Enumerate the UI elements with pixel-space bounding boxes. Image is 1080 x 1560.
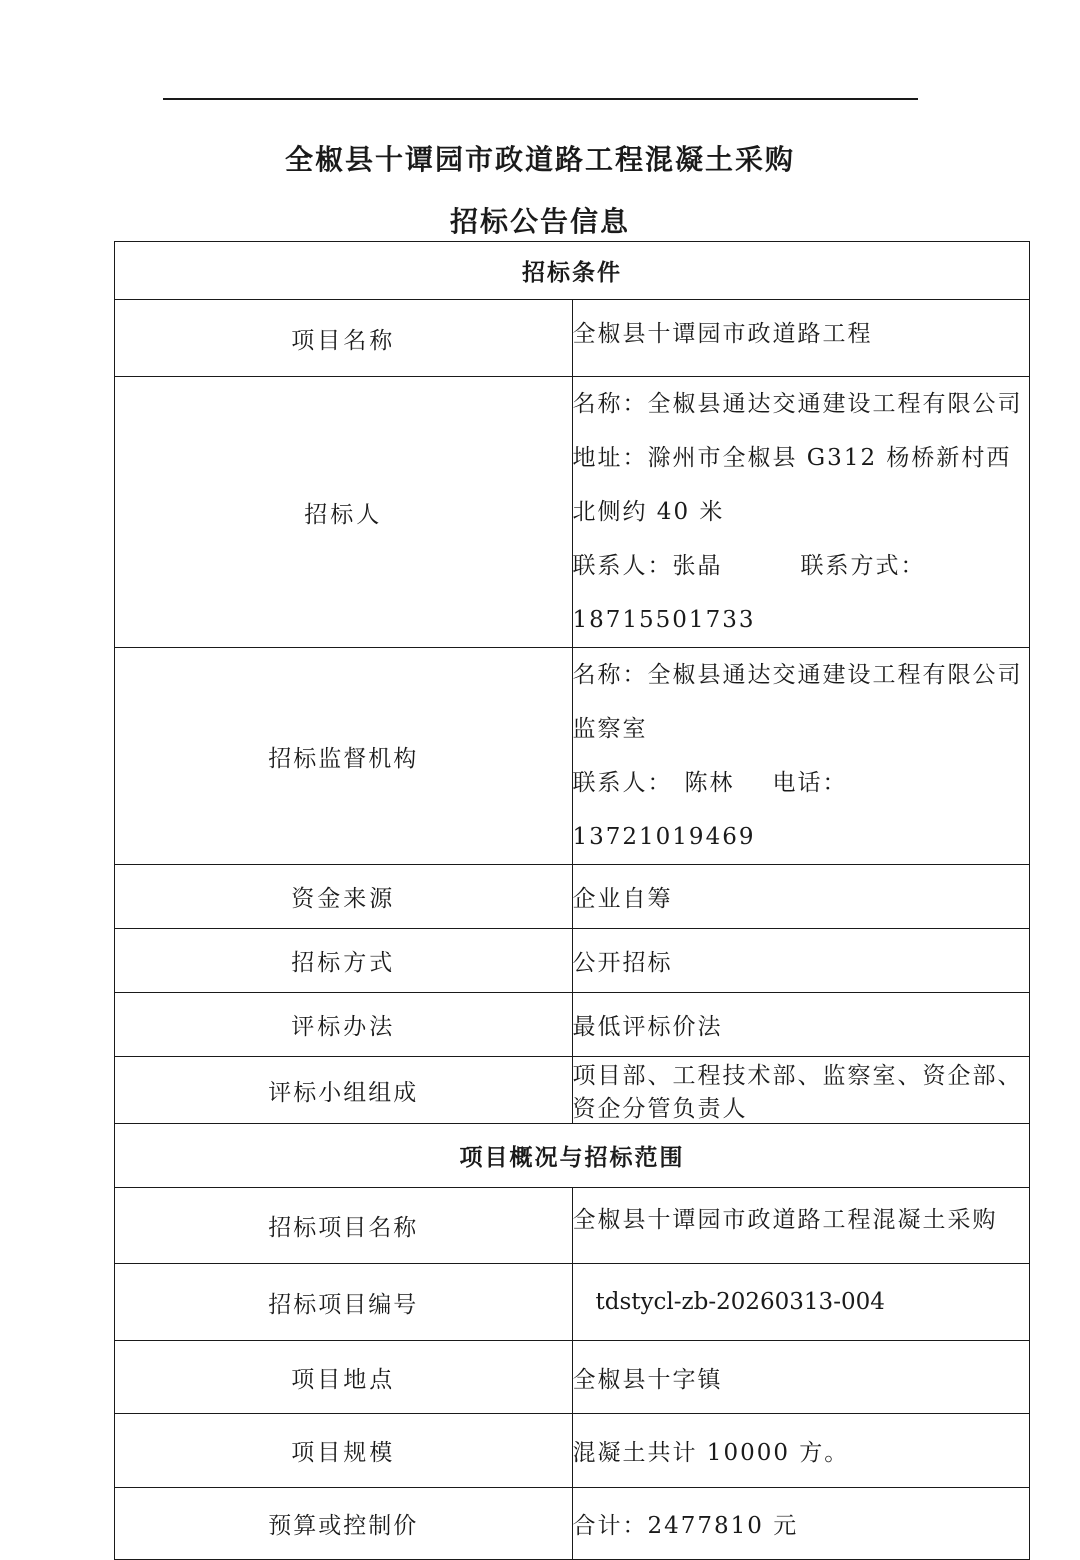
project-location-value: 全椒县十字镇: [572, 1341, 1030, 1414]
table-row: [115, 1488, 1030, 1560]
table-row: [115, 1188, 1030, 1264]
section-heading-overview: 项目概况与招标范围: [115, 1124, 1030, 1188]
table-row: [115, 377, 1030, 648]
supervisor-contact-row: [573, 756, 1030, 864]
tenderer-contact-person: 联系人：张晶: [572, 553, 723, 579]
fund-source-value: 企业自筹: [572, 865, 1030, 929]
supervisor-contact-label: 联系人：: [572, 770, 673, 796]
bid-method-label: 招标方式: [115, 929, 573, 993]
supervisor-contact-name: 陈林: [684, 770, 735, 796]
tenderer-name-line: 名称：全椒县通达交通建设工程有限公司: [572, 391, 1023, 417]
document-subtitle: 招标公告信息: [449, 205, 630, 238]
table-row: [115, 648, 1030, 865]
supervisor-phone: 13721019469: [572, 824, 756, 850]
tenderer-contact-method: 联系方式：18715501733: [572, 553, 926, 633]
evaluation-method-label: 评标办法: [115, 993, 573, 1057]
budget-label: 预算或控制价: [115, 1488, 573, 1560]
tenderer-address-line: 地址：滁州市全椒县 G312 杨桥新村西北侧约 40 米: [572, 445, 1012, 525]
bid-project-name-text: 全椒县十谭园市政道路工程混凝土采购: [572, 1207, 998, 1233]
table-row: [115, 865, 1030, 929]
project-location-label: 项目地点: [115, 1341, 573, 1414]
evaluation-method-value: 最低评标价法: [572, 993, 1030, 1057]
project-name-label: 项目名称: [115, 300, 573, 377]
supervisor-value: [572, 648, 1030, 865]
budget-value: 合计：2477810 元: [572, 1488, 1030, 1560]
project-name-value: [572, 300, 1030, 377]
supervisor-label: 招标监督机构: [115, 648, 573, 865]
supervisor-phone-label: 电话：: [772, 770, 848, 796]
bid-project-name-value: [572, 1188, 1030, 1264]
bid-project-number-value: tdstycl-zb-20260313-004: [572, 1264, 1030, 1341]
supervisor-name-line: 名称：全椒县通达交通建设工程有限公司监察室: [572, 662, 1023, 742]
project-scale-label: 项目规模: [115, 1414, 573, 1488]
tenderer-contact-row: [573, 539, 1030, 647]
table-row: [115, 993, 1030, 1057]
table-row: [115, 242, 1030, 300]
table-row: [115, 1341, 1030, 1414]
table-row: [115, 1124, 1030, 1188]
project-scale-value: 混凝土共计 10000 方。: [572, 1414, 1030, 1488]
section-heading-conditions: 招标条件: [115, 242, 1030, 300]
bid-project-number-label: 招标项目编号: [115, 1264, 573, 1341]
header-rule: [163, 98, 918, 100]
tender-info-table: [114, 241, 1030, 1560]
table-row: [115, 929, 1030, 993]
tenderer-label: 招标人: [115, 377, 573, 648]
fund-source-label: 资金来源: [115, 865, 573, 929]
evaluation-team-value: 项目部、工程技术部、监察室、资企部、资企分管负责人: [572, 1057, 1030, 1124]
bid-project-name-label: 招标项目名称: [115, 1188, 573, 1264]
document-title: 全椒县十谭园市政道路工程混凝土采购: [284, 143, 795, 176]
bid-method-value: 公开招标: [572, 929, 1030, 993]
table-row: [115, 300, 1030, 377]
table-row: [115, 1264, 1030, 1341]
evaluation-team-label: 评标小组组成: [115, 1057, 573, 1124]
tenderer-value: [572, 377, 1030, 648]
table-row: [115, 1414, 1030, 1488]
table-row: [115, 1057, 1030, 1124]
project-name-text: 全椒县十谭园市政道路工程: [572, 320, 873, 347]
